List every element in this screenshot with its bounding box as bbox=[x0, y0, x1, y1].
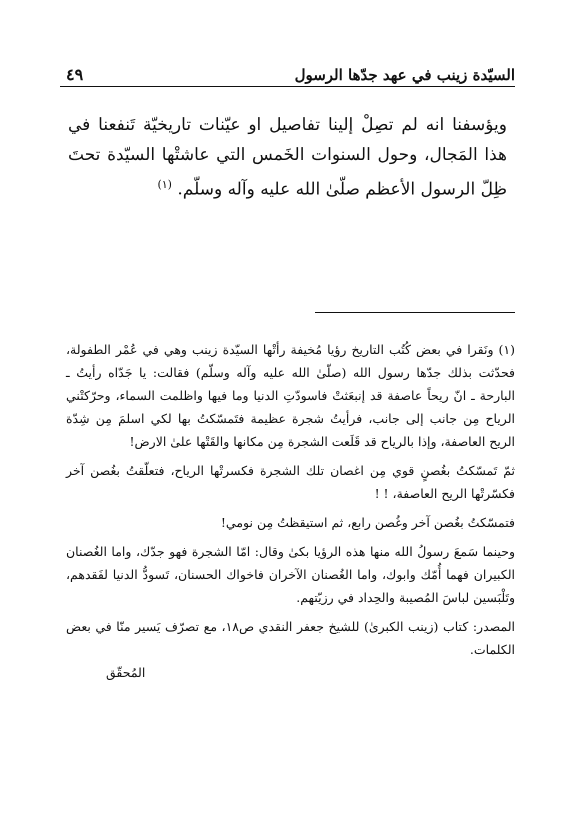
page-number: ٤٩ bbox=[66, 65, 84, 84]
footnote-ref-mark: (١) bbox=[157, 178, 172, 191]
footnote-source: المصدر: كتاب (زينب الكبرىٰ) للشيخ جعفر النقدي ص١٨، مع تصرّف يَسير منّا في بعض الكلمات. bbox=[66, 619, 515, 657]
footnote-signature: المُحقّق bbox=[106, 665, 146, 680]
running-header bbox=[66, 58, 515, 84]
footnote-signature-line bbox=[66, 661, 515, 684]
footnote-paragraph: (١) ونَقرا في بعض كُتُب التاريخ رؤيا مُخيفة رأتْها السيّدة زينب وهي في عُمْر الطفولة، فحدّثت بذلك جدّها رسول الله (صلّىٰ الله عليه وآله وسلّم) فقالت: يا جَدّاه رأيتُ ـ البارحة ـ انّ ريحاً عاصفة قد إنبعَثتْ فاسودّتِ الدنيا وما فيها واظلمت السماء، وحرّكتْني الرياح مِن جانب إلى جانب، فرأيتُ شجرة عظيمة فتَمسّكتُ بها لكي اسلمَ مِن شِدّة الريح العاصفة، وإذا بالرياح قد قَلَعت الشجرة مِن مكانها والقَتْها علىٰ الارض! bbox=[66, 342, 515, 449]
header-title: السيّدة زينب في عهد جدّها الرسول bbox=[294, 66, 515, 84]
footnote-separator bbox=[315, 312, 515, 313]
main-paragraph-text: ويؤسفنا انه لم تصِلْ إلينا تفاصيل او عيّنات تاريخيّة تَنفعنا في هذا المَجال، وحول السنوات الخَمس التي عاشتْها السيّدة تحتَ ظِلّ الرسول الأعظم صلّىٰ الله عليه وآله وسلّم. bbox=[68, 115, 507, 200]
footnote-paragraph: فتمسّكتُ بغُصن آخر وغُصن رابع، ثم استيقظتُ مِن نومي! bbox=[220, 515, 515, 530]
main-paragraph bbox=[68, 110, 507, 205]
header-rule bbox=[60, 86, 515, 87]
footnote-section bbox=[66, 338, 515, 684]
footnote-paragraph: وحينما سَمعَ رسولُ الله منها هذه الرؤيا بكىٰ وقال: امّا الشجرة فهو جدّك، واما الغُصنان الكبيران فهما أُمّك وابوك، واما الغُصنان الآخران فاخواك الحسنان، تَسودُّ الدنيا لفَقدهم، وتَلْبَسين لباسَ المُصيبة والحِداد في رزيّتهم. bbox=[66, 544, 515, 605]
footnote-paragraph: ثمّ تَمسّكتُ بغُصنٍ قوي مِن اغصان تلك الشجرة فكسرتْها الرياح، فتعلّقتُ بغُصن آخر فكسّرتْها الريح العاصفة، ! ! bbox=[66, 463, 515, 501]
main-text bbox=[68, 110, 507, 205]
